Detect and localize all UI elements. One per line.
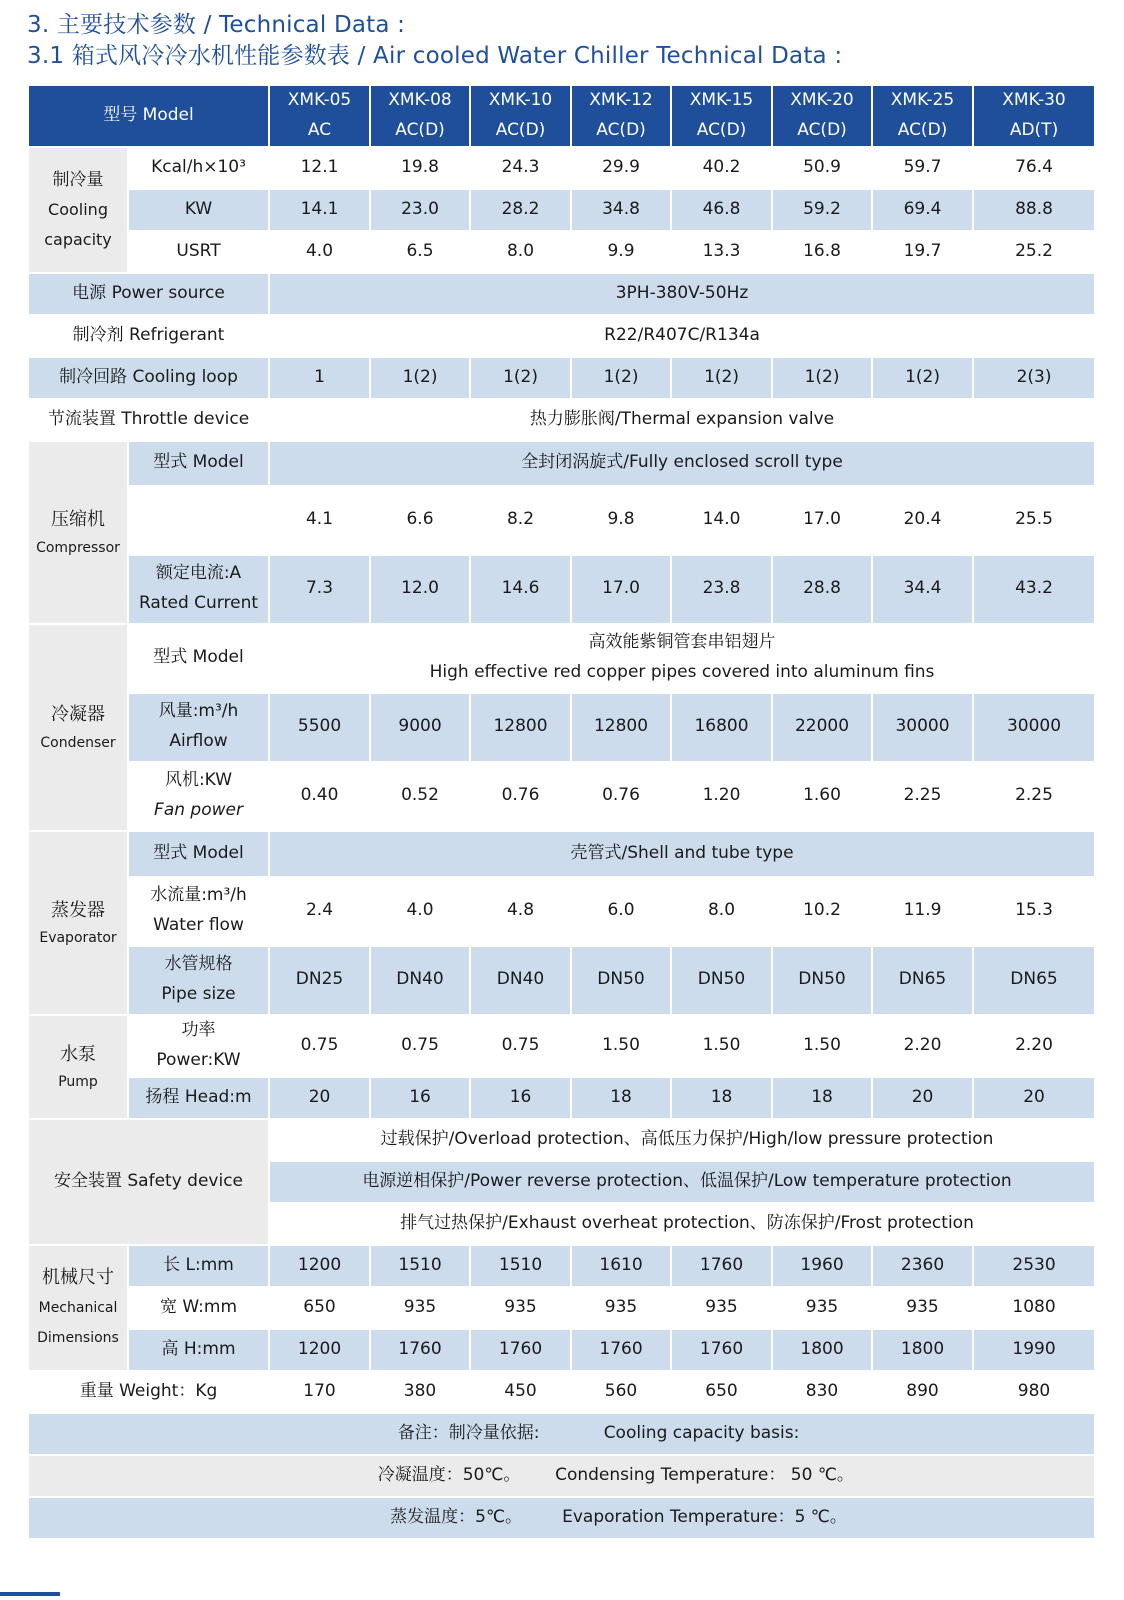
section-title: 3. 主要技术参数 / Technical Data : — [27, 12, 406, 38]
table-cell: 10.2 — [772, 877, 872, 946]
table-cell: 8.2 — [470, 486, 571, 555]
table-cell: 14.6 — [470, 555, 571, 624]
table-cell: DN25 — [269, 946, 370, 1015]
table-cell: 2.20 — [973, 1015, 1095, 1077]
refrigerant-value: R22/R407C/R134a — [269, 315, 1095, 357]
length-label: 长 L:mm — [128, 1245, 269, 1287]
table-cell: 8.0 — [671, 877, 772, 946]
cooling-kw-label: KW — [128, 189, 269, 231]
table-cell: 18 — [671, 1077, 772, 1119]
compressor-model-label: 型式 Model — [128, 441, 269, 486]
evaporator-pipe-row — [28, 946, 1095, 1015]
table-cell: 18 — [772, 1077, 872, 1119]
table-cell: 9.9 — [571, 231, 671, 273]
table-cell: 1(2) — [470, 357, 571, 399]
table-cell: 0.75 — [370, 1015, 470, 1077]
condenser-fan-row — [28, 762, 1095, 831]
table-cell: 12.0 — [370, 555, 470, 624]
table-cell: 1510 — [370, 1245, 470, 1287]
table-cell: 2.4 — [269, 877, 370, 946]
table-cell: 22000 — [772, 693, 872, 762]
compressor-group-label: 压缩机 Compressor — [28, 441, 128, 624]
table-cell: 935 — [370, 1287, 470, 1329]
table-cell: 2(3) — [973, 357, 1095, 399]
table-cell: 14.0 — [671, 486, 772, 555]
table-cell: 12800 — [470, 693, 571, 762]
table-cell: 40.2 — [671, 147, 772, 189]
table-cell: 17.0 — [571, 555, 671, 624]
table-cell: 9000 — [370, 693, 470, 762]
table-cell: DN50 — [671, 946, 772, 1015]
evaporator-model-label: 型式 Model — [128, 831, 269, 877]
condenser-model-label: 型式 Model — [128, 624, 269, 693]
table-cell: 4.0 — [269, 231, 370, 273]
table-cell: 1200 — [269, 1329, 370, 1371]
table-cell: 1(2) — [772, 357, 872, 399]
power-source-row — [28, 273, 1095, 315]
refrigerant-row — [28, 315, 1095, 357]
table-cell: 1(2) — [370, 357, 470, 399]
table-cell: DN65 — [973, 946, 1095, 1015]
table-cell: 935 — [872, 1287, 973, 1329]
power-source-label: 电源 Power source — [28, 273, 269, 315]
evaporator-model-row — [28, 831, 1095, 877]
airflow-label: 风量:m³/h Airflow — [128, 693, 269, 762]
table-cell: 16 — [470, 1077, 571, 1119]
table-cell: 935 — [470, 1287, 571, 1329]
table-cell: 18 — [571, 1077, 671, 1119]
cooling-usrt-row — [28, 231, 1095, 273]
table-cell: 16.8 — [772, 231, 872, 273]
model-header-cell: XMK-10 AC(D) — [470, 85, 571, 147]
compressor-model-value: 全封闭涡旋式/Fully enclosed scroll type — [269, 441, 1095, 486]
pump-power-label: 功率 Power:KW — [128, 1015, 269, 1077]
table-cell: 17.0 — [772, 486, 872, 555]
table-cell: 1(2) — [671, 357, 772, 399]
weight-row — [28, 1371, 1095, 1413]
cooling-kcal-row — [28, 147, 1095, 189]
model-header-cell: XMK-12 AC(D) — [571, 85, 671, 147]
table-cell: 170 — [269, 1371, 370, 1413]
page-titles — [27, 10, 842, 72]
footer-accent-bar — [0, 1592, 60, 1596]
subsection-title: 3.1 箱式风冷冷水机性能参数表 / Air cooled Water Chiller Technical Data : — [27, 43, 843, 69]
table-cell: 19.8 — [370, 147, 470, 189]
note-row — [28, 1497, 1095, 1539]
header-row — [28, 85, 1095, 147]
height-label: 高 H:mm — [128, 1329, 269, 1371]
table-cell: 23.8 — [671, 555, 772, 624]
pump-power-row — [28, 1015, 1095, 1077]
table-cell: 28.2 — [470, 189, 571, 231]
table-cell: 46.8 — [671, 189, 772, 231]
table-cell: 6.5 — [370, 231, 470, 273]
table-cell: 28.8 — [772, 555, 872, 624]
table-cell: 8.0 — [470, 231, 571, 273]
table-cell: 1.20 — [671, 762, 772, 831]
table-cell: DN65 — [872, 946, 973, 1015]
table-cell: DN50 — [571, 946, 671, 1015]
table-cell: 19.7 — [872, 231, 973, 273]
safety-label: 安全装置 Safety device — [28, 1119, 269, 1245]
power-source-value: 3PH-380V-50Hz — [269, 273, 1095, 315]
table-cell: 20 — [973, 1077, 1095, 1119]
table-cell: DN40 — [370, 946, 470, 1015]
table-cell: 14.1 — [269, 189, 370, 231]
table-cell: DN40 — [470, 946, 571, 1015]
cooling-loop-label: 制冷回路 Cooling loop — [28, 357, 269, 399]
table-cell: 50.9 — [772, 147, 872, 189]
throttle-label: 节流装置 Throttle device — [28, 399, 269, 441]
table-cell: 1760 — [671, 1329, 772, 1371]
note-row — [28, 1455, 1095, 1497]
table-cell: 1800 — [872, 1329, 973, 1371]
condenser-model-row — [28, 624, 1095, 693]
model-header-cell: XMK-08 AC(D) — [370, 85, 470, 147]
table-cell: 380 — [370, 1371, 470, 1413]
table-cell: 1.50 — [772, 1015, 872, 1077]
table-cell: 30000 — [973, 693, 1095, 762]
safety-line: 电源逆相保护/Power reverse protection、低温保护/Low temperature protection — [269, 1161, 1095, 1203]
cooling-usrt-label: USRT — [128, 231, 269, 273]
rated-current-label: 额定电流:A Rated Current — [128, 555, 269, 624]
table-cell: 20.4 — [872, 486, 973, 555]
cooling-kw-row — [28, 189, 1095, 231]
table-cell: 1760 — [370, 1329, 470, 1371]
table-cell: 16800 — [671, 693, 772, 762]
condenser-model-value: 高效能紫铜管套串铝翅片 High effective red copper pipes covered into aluminum fins — [269, 624, 1095, 693]
note-row — [28, 1413, 1095, 1455]
table-cell: 1960 — [772, 1245, 872, 1287]
model-header-label: 型号 Model — [28, 85, 269, 147]
note-line: 备注：制冷量依据: Cooling capacity basis: — [28, 1413, 1095, 1455]
table-cell: 2530 — [973, 1245, 1095, 1287]
table-cell: 560 — [571, 1371, 671, 1413]
evaporator-model-value: 壳管式/Shell and tube type — [269, 831, 1095, 877]
table-cell: 24.3 — [470, 147, 571, 189]
dimension-length-row — [28, 1245, 1095, 1287]
cooling-group-label: 制冷量 Cooling capacity — [28, 147, 128, 273]
safety-line: 排气过热保护/Exhaust overheat protection、防冻保护/Frost protection — [269, 1203, 1095, 1245]
table-cell: 0.75 — [269, 1015, 370, 1077]
table-cell: 1990 — [973, 1329, 1095, 1371]
table-cell: 20 — [269, 1077, 370, 1119]
table-cell: 1760 — [470, 1329, 571, 1371]
table-cell: 4.8 — [470, 877, 571, 946]
table-cell: 16 — [370, 1077, 470, 1119]
model-header-cell: XMK-15 AC(D) — [671, 85, 772, 147]
cooling-loop-row — [28, 357, 1095, 399]
table-cell: 12.1 — [269, 147, 370, 189]
table-cell: 0.52 — [370, 762, 470, 831]
table-cell: 1200 — [269, 1245, 370, 1287]
table-cell: 23.0 — [370, 189, 470, 231]
throttle-row — [28, 399, 1095, 441]
table-cell: 4.1 — [269, 486, 370, 555]
table-cell: 59.2 — [772, 189, 872, 231]
throttle-value: 热力膨胀阀/Thermal expansion valve — [269, 399, 1095, 441]
table-cell: 25.2 — [973, 231, 1095, 273]
table-cell: 0.76 — [571, 762, 671, 831]
table-cell: 2.20 — [872, 1015, 973, 1077]
fan-power-label: 风机:KW Fan power — [128, 762, 269, 831]
model-header-cell: XMK-25 AC(D) — [872, 85, 973, 147]
pump-group-label: 水泵 Pump — [28, 1015, 128, 1119]
table-cell: 4.0 — [370, 877, 470, 946]
table-cell: 2360 — [872, 1245, 973, 1287]
table-cell: 650 — [269, 1287, 370, 1329]
dimension-width-row — [28, 1287, 1095, 1329]
table-cell: 6.0 — [571, 877, 671, 946]
note-line: 冷凝温度：50℃。 Condensing Temperature： 50 ℃。 — [28, 1455, 1095, 1497]
table-cell: 1(2) — [571, 357, 671, 399]
table-cell: 76.4 — [973, 147, 1095, 189]
table-cell: DN50 — [772, 946, 872, 1015]
note-line: 蒸发温度：5℃。 Evaporation Temperature：5 ℃。 — [28, 1497, 1095, 1539]
table-cell: 830 — [772, 1371, 872, 1413]
table-cell: 7.3 — [269, 555, 370, 624]
table-cell: 25.5 — [973, 486, 1095, 555]
table-cell: 1 — [269, 357, 370, 399]
dimensions-group-label: 机械尺寸 Mechanical Dimensions — [28, 1245, 128, 1371]
safety-line: 过载保护/Overload protection、高低压力保护/High/low pressure protection — [269, 1119, 1095, 1161]
table-cell: 59.7 — [872, 147, 973, 189]
table-cell: 1.60 — [772, 762, 872, 831]
model-header-cell: XMK-05 AC — [269, 85, 370, 147]
compressor-current-row — [28, 555, 1095, 624]
table-cell: 890 — [872, 1371, 973, 1413]
table-cell: 2.25 — [872, 762, 973, 831]
table-cell: 935 — [671, 1287, 772, 1329]
table-cell: 450 — [470, 1371, 571, 1413]
table-cell: 1.50 — [571, 1015, 671, 1077]
condenser-airflow-row — [28, 693, 1095, 762]
table-cell: 935 — [772, 1287, 872, 1329]
table-cell: 2.25 — [973, 762, 1095, 831]
table-cell: 43.2 — [973, 555, 1095, 624]
refrigerant-label: 制冷剂 Refrigerant — [28, 315, 269, 357]
table-cell: 88.8 — [973, 189, 1095, 231]
table-cell: 1800 — [772, 1329, 872, 1371]
condenser-group-label: 冷凝器 Condenser — [28, 624, 128, 831]
table-cell: 29.9 — [571, 147, 671, 189]
table-cell: 1080 — [973, 1287, 1095, 1329]
table-cell: 1510 — [470, 1245, 571, 1287]
table-cell: 6.6 — [370, 486, 470, 555]
pump-head-row — [28, 1077, 1095, 1119]
table-cell: 12800 — [571, 693, 671, 762]
table-cell: 20 — [872, 1077, 973, 1119]
compressor-power-label — [128, 486, 269, 555]
table-cell: 0.75 — [470, 1015, 571, 1077]
table-cell: 650 — [671, 1371, 772, 1413]
weight-label: 重量 Weight：Kg — [28, 1371, 269, 1413]
table-cell: 11.9 — [872, 877, 973, 946]
spec-table — [27, 84, 1096, 1540]
compressor-power-row — [28, 486, 1095, 555]
table-cell: 1760 — [571, 1329, 671, 1371]
evaporator-group-label: 蒸发器 Evaporator — [28, 831, 128, 1015]
table-cell: 34.4 — [872, 555, 973, 624]
table-cell: 1610 — [571, 1245, 671, 1287]
table-cell: 9.8 — [571, 486, 671, 555]
pipe-size-label: 水管规格 Pipe size — [128, 946, 269, 1015]
table-cell: 1760 — [671, 1245, 772, 1287]
table-cell: 980 — [973, 1371, 1095, 1413]
table-cell: 30000 — [872, 693, 973, 762]
width-label: 宽 W:mm — [128, 1287, 269, 1329]
dimension-height-row — [28, 1329, 1095, 1371]
table-cell: 1(2) — [872, 357, 973, 399]
cooling-kcal-label: Kcal/h×10³ — [128, 147, 269, 189]
table-cell: 0.40 — [269, 762, 370, 831]
safety-row — [28, 1119, 1095, 1161]
table-cell: 935 — [571, 1287, 671, 1329]
model-header-cell: XMK-20 AC(D) — [772, 85, 872, 147]
pump-head-label: 扬程 Head:m — [128, 1077, 269, 1119]
table-cell: 15.3 — [973, 877, 1095, 946]
table-cell: 69.4 — [872, 189, 973, 231]
table-cell: 5500 — [269, 693, 370, 762]
table-cell: 1.50 — [671, 1015, 772, 1077]
evaporator-flow-row — [28, 877, 1095, 946]
table-cell: 0.76 — [470, 762, 571, 831]
water-flow-label: 水流量:m³/h Water flow — [128, 877, 269, 946]
table-cell: 13.3 — [671, 231, 772, 273]
table-cell: 34.8 — [571, 189, 671, 231]
model-header-cell: XMK-30 AD(T) — [973, 85, 1095, 147]
compressor-model-row — [28, 441, 1095, 486]
